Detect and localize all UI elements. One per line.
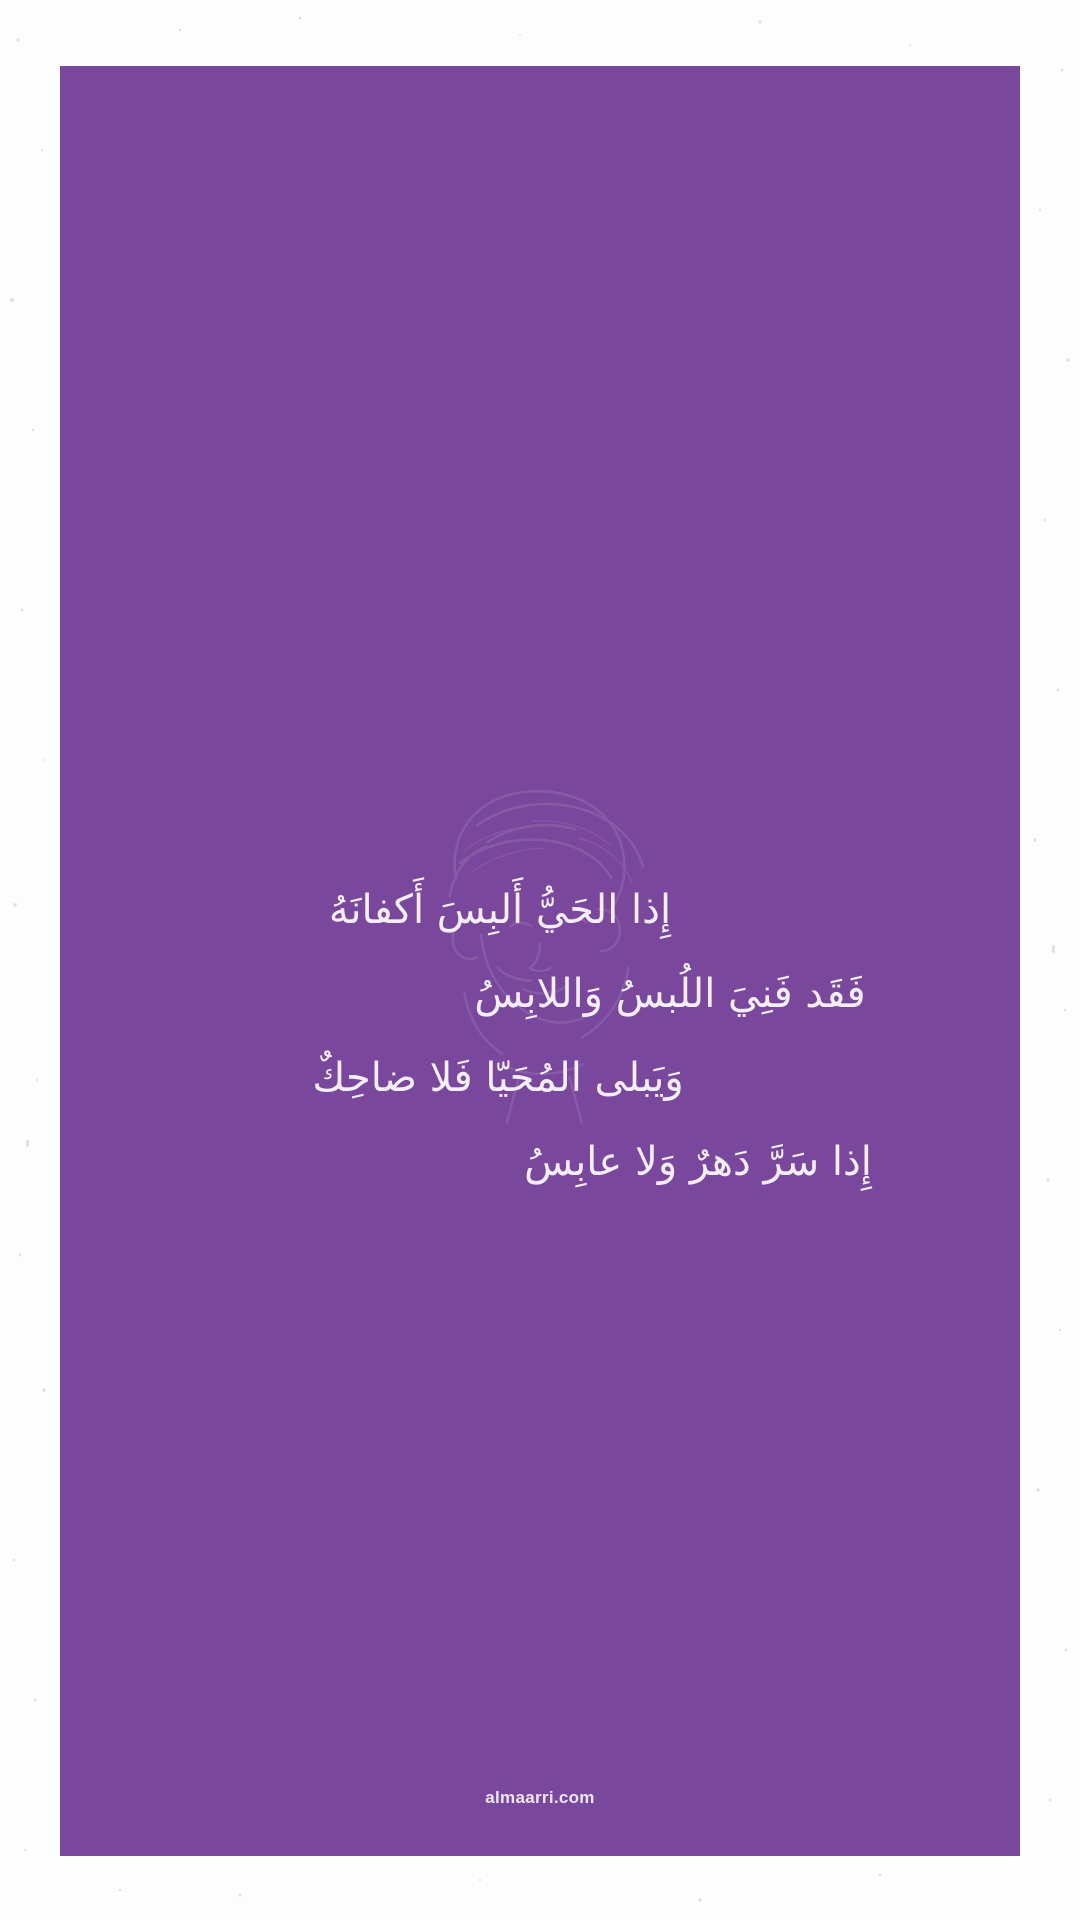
verse-line-2-text: فَقَد فَنِيَ اللُبسُ وَاللابِسُ [474, 971, 866, 1017]
verse-line-2 [260, 970, 1020, 1018]
verse-line-4-text: إِذا سَرَّ دَهرٌ وَلا عابِسُ [524, 1139, 872, 1185]
verse-line-1 [90, 886, 910, 934]
verse-line-3 [88, 1054, 908, 1102]
verse-line-1-text: إِذا الحَيُّ أَلبِسَ أَكفانَهُ [328, 887, 672, 933]
verse-line-3-text: وَيَبلى المُحَيّا فَلا ضاحِكٌ [312, 1055, 684, 1101]
quote-card [60, 66, 1020, 1856]
footer [60, 1788, 1020, 1808]
poem-verses [60, 886, 1020, 1186]
verse-line-4 [288, 1138, 1020, 1186]
site-credit[interactable]: almaarri.com [485, 1788, 595, 1807]
